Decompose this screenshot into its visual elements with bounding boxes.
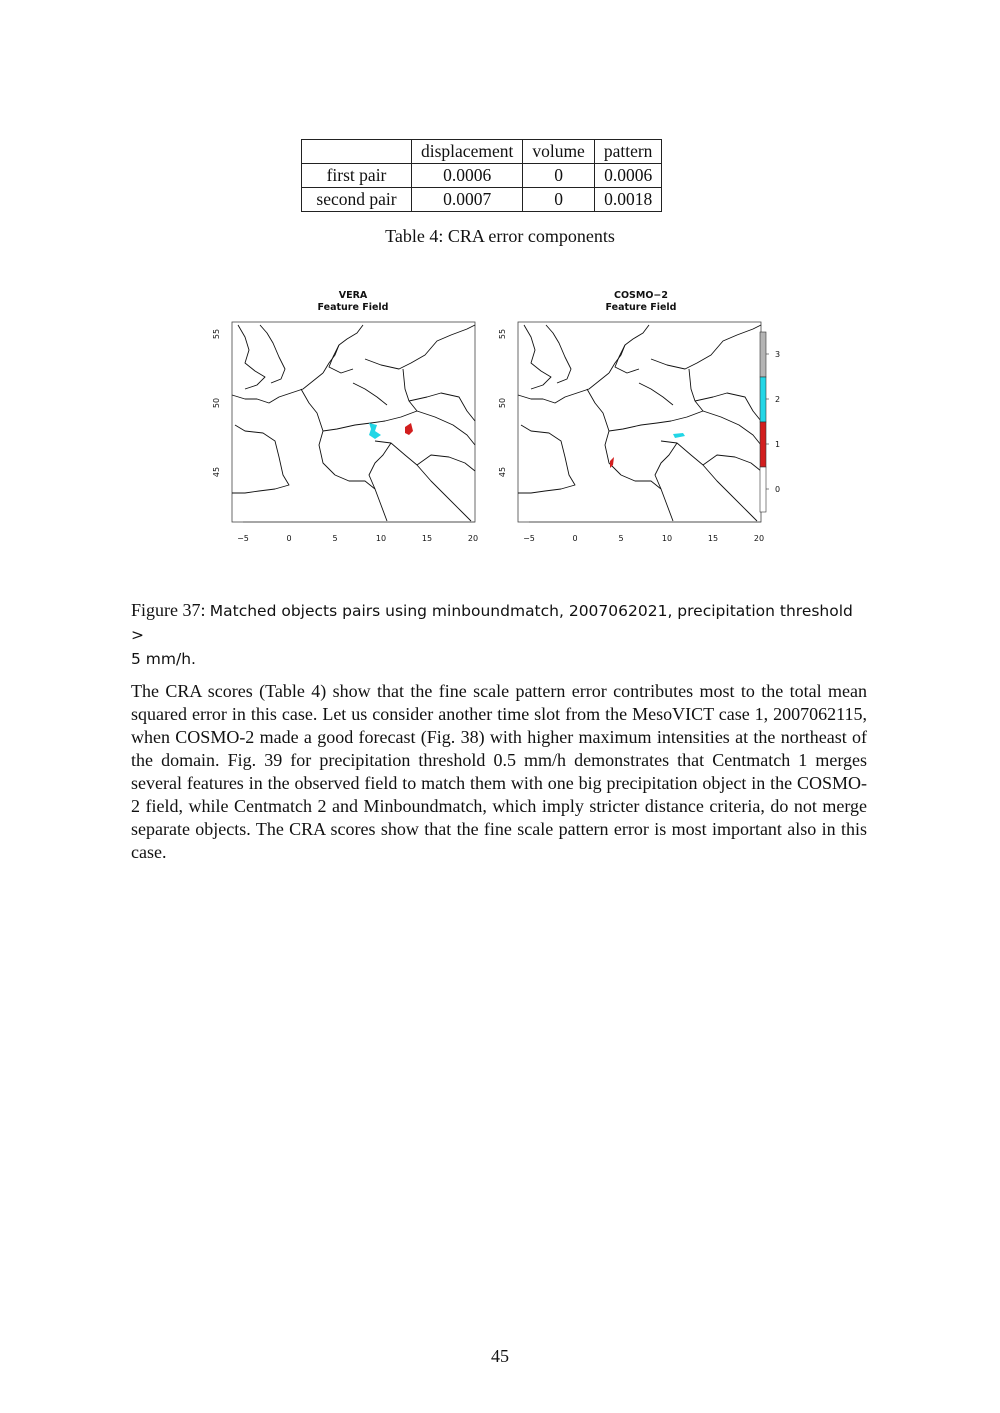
y-tick: 50 — [212, 397, 221, 409]
coastline-map — [518, 325, 761, 521]
x-axis — [237, 522, 478, 543]
table-row — [302, 188, 662, 212]
y-tick: 50 — [498, 397, 507, 409]
table-header-row — [302, 140, 662, 164]
table-caption: Table 4: CRA error components — [385, 226, 615, 246]
legend-tick: 1 — [775, 440, 781, 449]
table-header-cell — [302, 140, 412, 164]
x-tick: 5 — [618, 534, 624, 543]
y-axis — [212, 329, 221, 477]
x-tick: 15 — [707, 534, 719, 543]
x-tick: 20 — [753, 534, 765, 543]
map-frame — [518, 322, 761, 522]
observed-features — [369, 423, 413, 439]
table-row — [302, 164, 662, 188]
forecast-features — [610, 433, 685, 468]
legend-segment-2 — [760, 377, 766, 422]
figure-caption-label: Figure 37: — [131, 600, 206, 620]
panel-subtitle: Feature Field — [605, 302, 677, 313]
legend-tick: 0 — [775, 485, 781, 494]
figure-caption — [131, 598, 869, 671]
color-legend — [760, 332, 780, 512]
map-frame — [232, 322, 475, 522]
table-cell: second pair — [302, 188, 412, 212]
legend-segment-3 — [760, 332, 766, 377]
legend-segment-1 — [760, 422, 766, 467]
cyan-object — [369, 423, 381, 439]
legend-tick: 3 — [775, 350, 781, 359]
x-tick: 10 — [375, 534, 387, 543]
y-tick: 45 — [498, 466, 507, 478]
panel-title: VERA — [338, 290, 368, 301]
x-tick: 20 — [467, 534, 479, 543]
legend-segment-0 — [760, 467, 766, 512]
cyan-object — [673, 433, 685, 438]
x-tick: 5 — [332, 534, 338, 543]
x-tick: 0 — [286, 534, 292, 543]
cra-table — [301, 139, 662, 212]
x-tick: 15 — [421, 534, 433, 543]
table-cell: 0.0006 — [412, 164, 523, 188]
y-tick: 45 — [212, 466, 221, 478]
x-tick: −5 — [237, 534, 249, 543]
x-tick: 10 — [661, 534, 673, 543]
figure-37 — [205, 285, 785, 550]
table-cell: 0.0018 — [594, 188, 662, 212]
coastline-map — [232, 325, 475, 521]
y-tick: 55 — [212, 328, 221, 340]
vera-panel — [212, 290, 478, 543]
table-cell: first pair — [302, 164, 412, 188]
legend-tick: 2 — [775, 395, 781, 404]
figure-caption-text: Matched objects pairs using minboundmatch, 2007062021, precipitation threshold > — [131, 602, 853, 644]
x-tick: 0 — [572, 534, 578, 543]
figure-caption-text-cont: 5 mm/h. — [131, 650, 196, 668]
x-tick: −5 — [523, 534, 535, 543]
cosmo2-panel — [498, 290, 780, 543]
panel-subtitle: Feature Field — [317, 302, 389, 313]
table-cell: 0 — [523, 164, 595, 188]
table-header-cell: displacement — [412, 140, 523, 164]
table-header-cell: pattern — [594, 140, 662, 164]
table-cell: 0.0006 — [594, 164, 662, 188]
body-paragraph: The CRA scores (Table 4) show that the fine scale pattern error contributes most to the total mean squared error in this case. Let us consider another time slot from the MesoVICT case 1, 2007062115, when COSMO-2 made a good forecast (Fig. 38) with higher maximum intensities at the northeast of the domain. Fig. 39 for precipitation threshold 0.5 mm/h demonstrates that Centmatch 1 merges several features in the observed field to match them with one big precipitation object in the COSMO-2 field, while Centmatch 2 and Minboundmatch, which imply stricter distance criteria, do not merge separate objects. The CRA scores show that the fine scale pattern error is most important also in this case. — [131, 681, 867, 862]
panel-title: COSMO−2 — [614, 290, 668, 301]
red-object — [405, 423, 413, 435]
page-number: 45 — [491, 1346, 509, 1366]
y-axis — [498, 329, 507, 477]
table-cell: 0.0007 — [412, 188, 523, 212]
table-cell: 0 — [523, 188, 595, 212]
x-axis — [523, 522, 764, 543]
y-tick: 55 — [498, 328, 507, 340]
table-header-cell: volume — [523, 140, 595, 164]
